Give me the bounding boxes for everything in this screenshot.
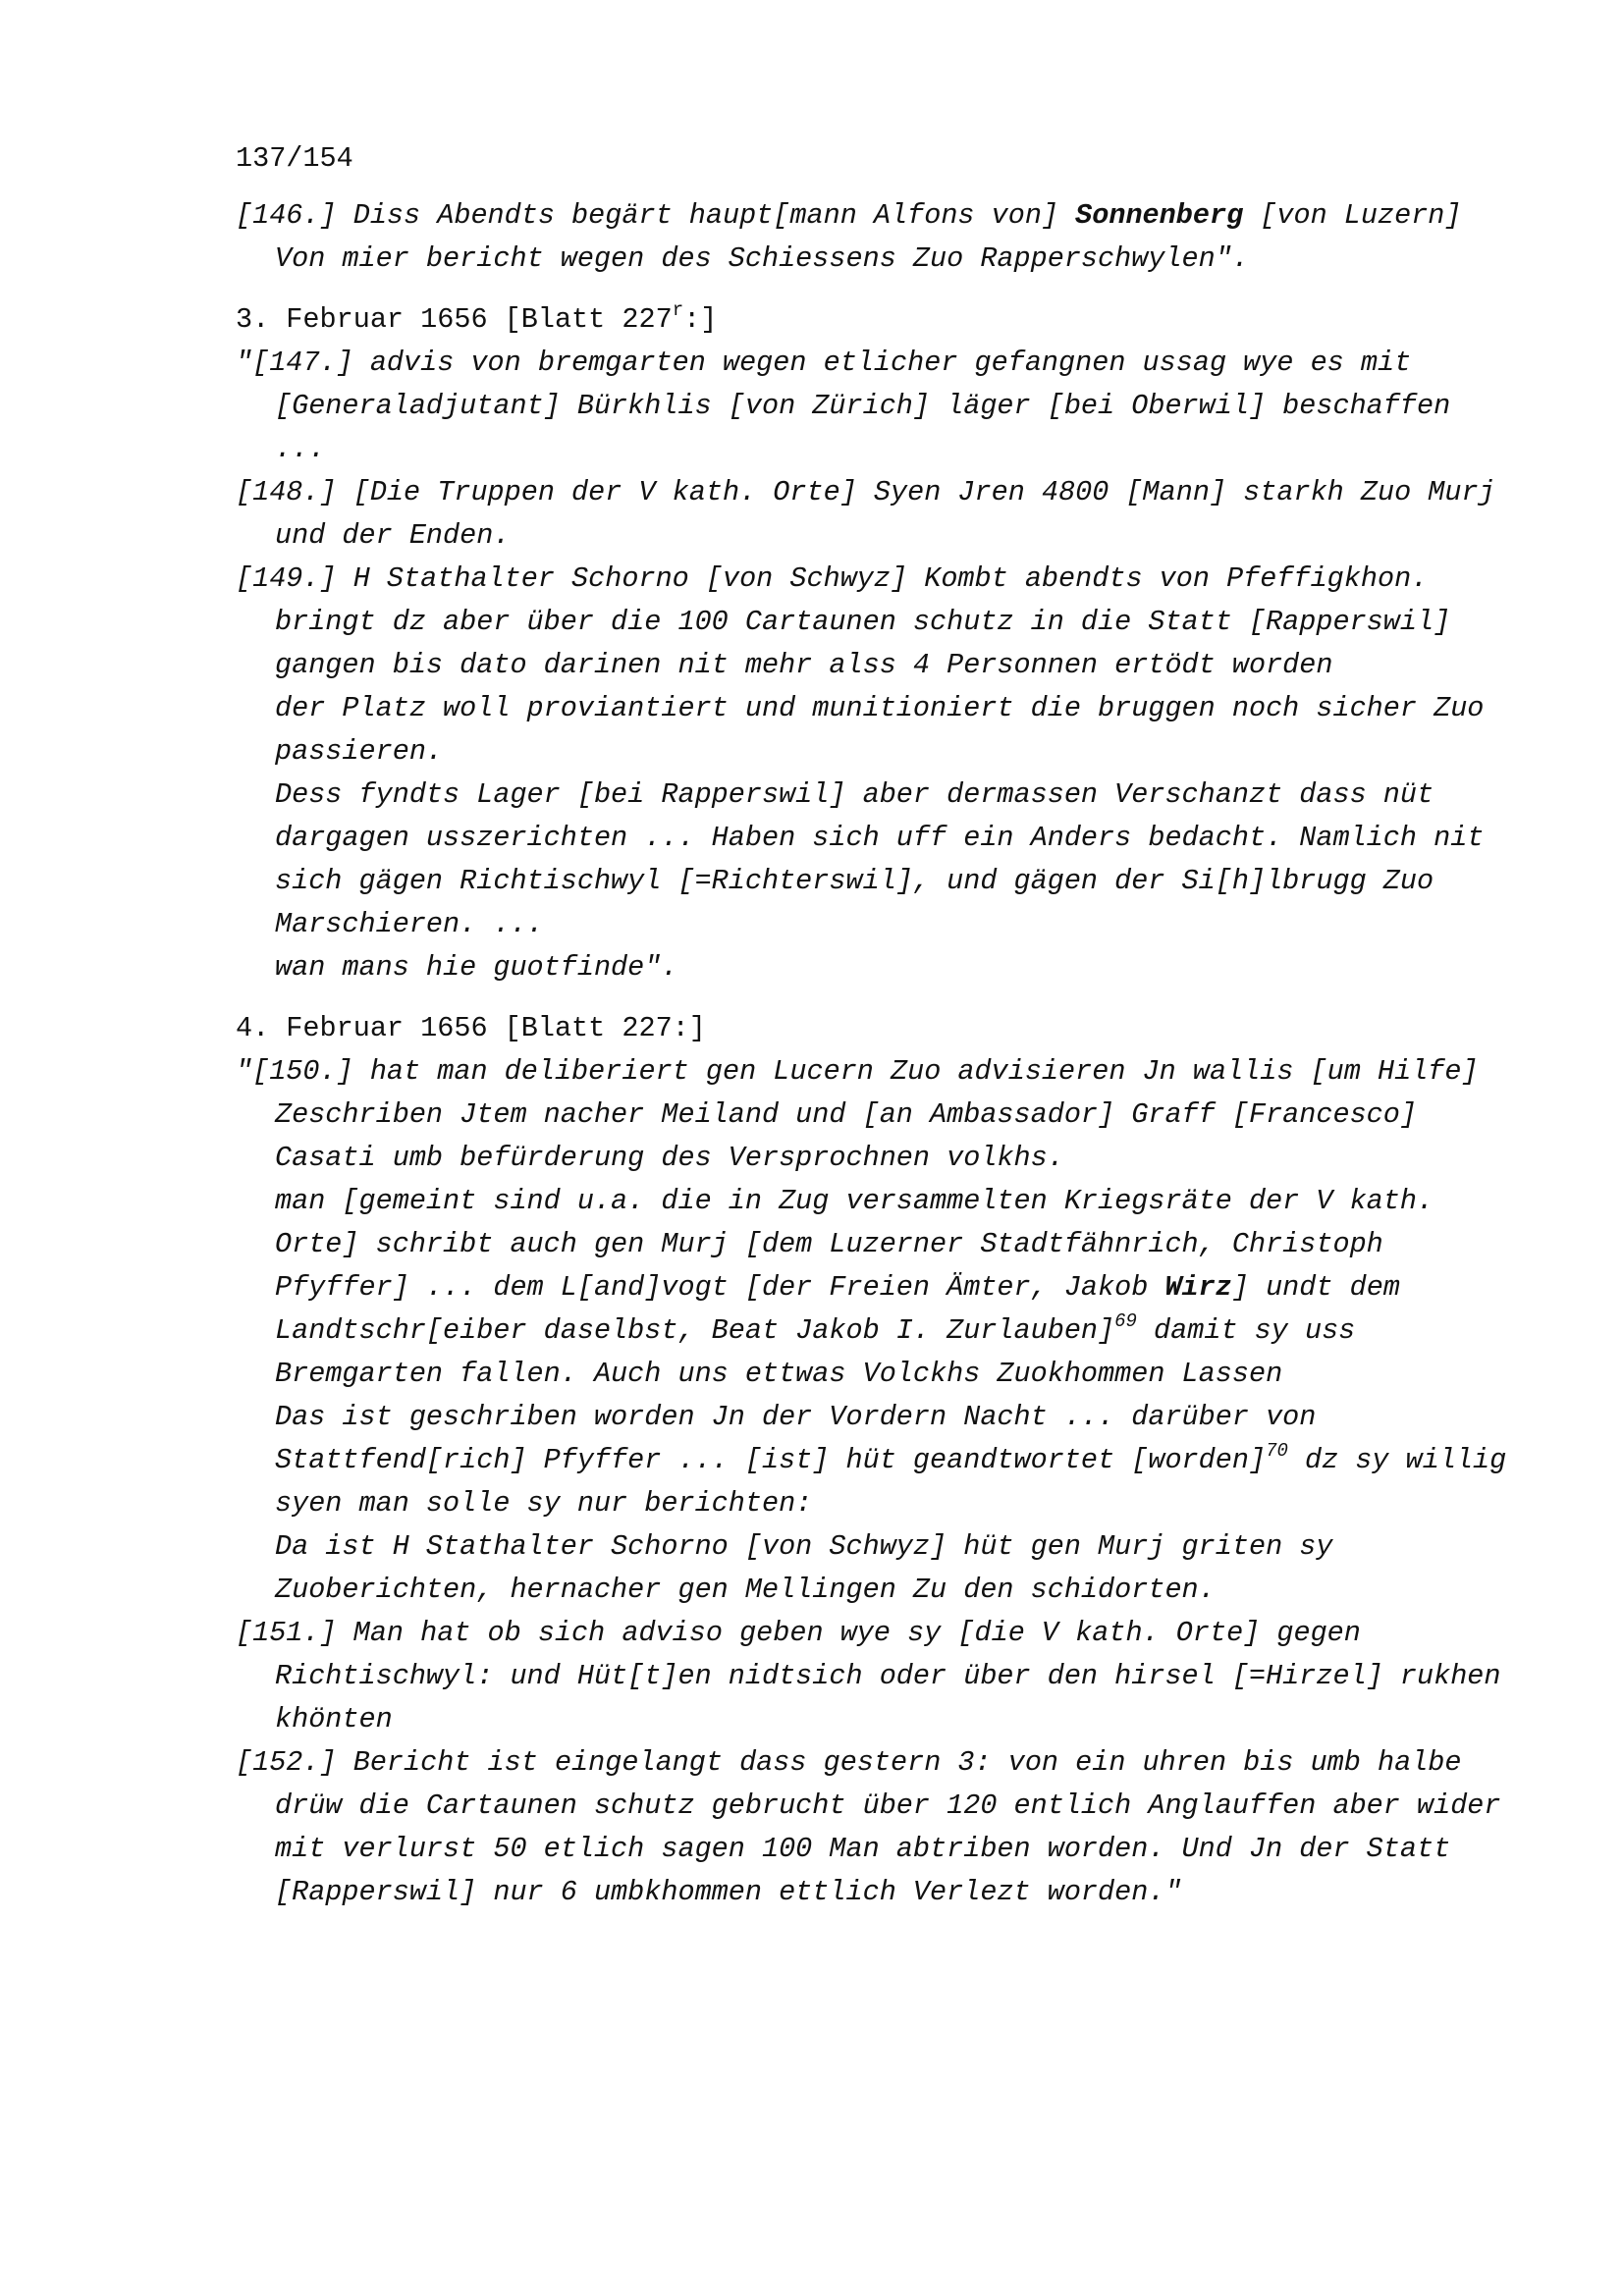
entry-150-p2-text-a: man [gemeint sind u.a. die in Zug versammelten Kriegsräte der V kath. Orte] schribt auch gen Murj [dem Luzerner Stadtfähnrich, Christoph Pfyffer] ... dem L[and]vogt [der Freien Ämter, Jakob bbox=[275, 1185, 1434, 1304]
entry-150-p2-text-b: ] undt dem Landtschr[eiber daselbst, Beat Jakob I. Zurlauben] bbox=[275, 1271, 1400, 1347]
folio-recto-marker: r bbox=[672, 299, 684, 321]
page-number: 137/154 bbox=[236, 142, 353, 175]
entry-146-suffix: [von Luzern] Von mier bericht wegen des Schiessens Zuo Rapperschwylen". bbox=[275, 199, 1462, 275]
entry-150-paragraph-4: Da ist H Stathalter Schorno [von Schwyz] hüt gen Murj griten sy Zuoberichten, hernacher gen Mellingen Zu den schidorten. bbox=[275, 1530, 1333, 1606]
date-heading-4-feb: 4. Februar 1656 [Blatt 227:] bbox=[236, 1012, 706, 1044]
date-heading-3-feb bbox=[236, 298, 1512, 342]
entry-149: [149.] H Stathalter Schorno [von Schwyz] Kombt abendts von Pfeffigkhon. bringt dz aber über die 100 Cartaunen schutz in die Statt [Rapperswil] gangen bis dato darinen nit mehr alss 4 Personnen ertödt worden bbox=[236, 562, 1451, 681]
entry-149-paragraph-3: Dess fyndts Lager [bei Rapperswil] aber dermassen Verschanzt dass nüt dargagen usszerichten ... Haben sich uff ein Anders bedacht. Namlich nit sich gägen Richtischwyl [=Richterswil], und gägen der Si[h]lbrugg Zuo Marschieren. ... bbox=[275, 778, 1485, 940]
entry-146-name: Sonnenberg bbox=[1075, 199, 1244, 232]
footnote-ref-70: 70 bbox=[1266, 1440, 1288, 1462]
entry-149-paragraph-2: der Platz woll proviantiert und munitioniert die bruggen noch sicher Zuo passieren. bbox=[275, 692, 1485, 768]
entry-147: "[147.] advis von bremgarten wegen etlicher gefangnen ussag wye es mit [Generaladjutant] Bürkhlis [von Zürich] läger [bei Oberwil] beschaffen ... bbox=[236, 347, 1451, 465]
date-heading-3-feb-after: :] bbox=[683, 303, 718, 336]
date-heading-3-feb-text: 3. Februar 1656 [Blatt 227 bbox=[236, 303, 673, 336]
entry-150-p2-text-c: damit sy uss Bremgarten fallen. Auch uns ettwas Volckhs Zuokhommen Lassen bbox=[275, 1314, 1356, 1390]
entry-150: "[150.] hat man deliberiert gen Lucern Zuo advisieren Jn wallis [um Hilfe] Zeschriben Jtem nacher Meiland und [an Ambassador] Graff [Francesco] Casati umb befürderung des Versprochnen volkhs. bbox=[236, 1055, 1479, 1174]
entry-151: [151.] Man hat ob sich adviso geben wye sy [die V kath. Orte] gegen Richtischwyl: und Hüt[t]en nidtsich oder über den hirsel [=Hirzel] rukhen khönten bbox=[236, 1617, 1501, 1735]
entry-150-p3-text-a: Das ist geschriben worden Jn der Vordern Nacht ... darüber von Stattfend[rich] Pfyffer ... [ist] hüt geandtwortet [worden] bbox=[275, 1401, 1317, 1476]
entry-146 bbox=[236, 194, 1512, 281]
entry-146-prefix: [146.] Diss Abendts begärt haupt[mann Alfons von] bbox=[236, 199, 1076, 232]
entry-148: [148.] [Die Truppen der V kath. Orte] Syen Jren 4800 [Mann] starkh Zuo Murj und der Enden. bbox=[236, 476, 1495, 552]
entry-149-paragraph-4: wan mans hie guotfinde". bbox=[275, 951, 678, 984]
entry-150-p3-text-b: dz sy willig syen man solle sy nur berichten: bbox=[275, 1444, 1507, 1520]
entry-152: [152.] Bericht ist eingelangt dass gestern 3: von ein uhren bis umb halbe drüw die Cartaunen schutz gebrucht über 120 entlich Anglauffen aber wider mit verlurst 50 etlich sagen 100 Man abtriben worden. Und Jn der Statt [Rapperswil] nur 6 umbkhommen ettlich Verlezt worden." bbox=[236, 1746, 1501, 1908]
entry-150-paragraph-2 bbox=[236, 1180, 1512, 1396]
entry-150-name-wirz: Wirz bbox=[1164, 1271, 1232, 1304]
entry-150-paragraph-3 bbox=[236, 1396, 1512, 1525]
footnote-ref-69: 69 bbox=[1114, 1310, 1137, 1332]
document-page bbox=[236, 137, 1512, 1914]
